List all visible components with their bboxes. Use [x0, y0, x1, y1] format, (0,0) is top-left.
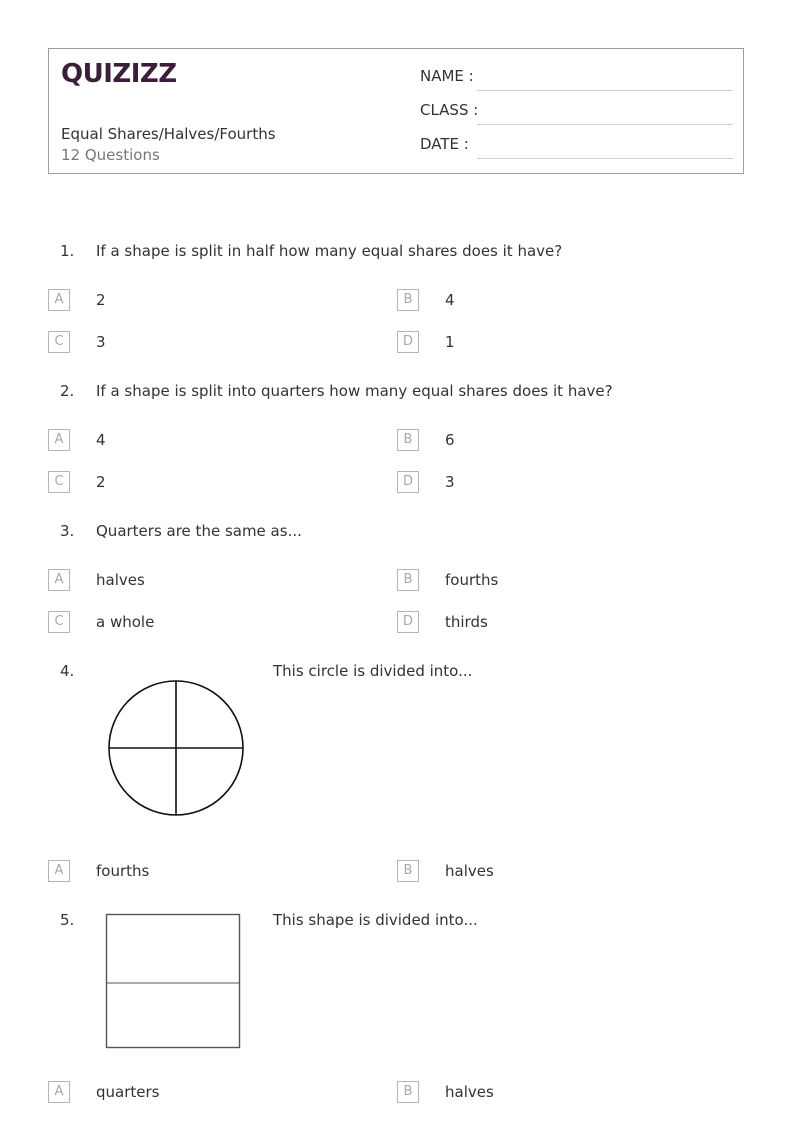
option-letter-box[interactable]: D — [397, 331, 419, 353]
option-letter-box[interactable]: C — [48, 611, 70, 633]
option-text: 2 — [96, 291, 106, 309]
worksheet-title: Equal Shares/Halves/Fourths — [61, 125, 276, 143]
rectangle-halves-figure — [104, 912, 244, 1050]
option-letter-box[interactable]: D — [397, 471, 419, 493]
class-field[interactable] — [420, 101, 733, 125]
option-letter-box[interactable]: D — [397, 611, 419, 633]
question-number: 2. — [60, 382, 75, 400]
option-letter-box[interactable]: A — [48, 1081, 70, 1103]
question-text: This shape is divided into... — [273, 911, 478, 929]
quizizz-logo: QUIZIZZ — [61, 59, 177, 89]
option-letter-box[interactable]: C — [48, 471, 70, 493]
class-label: CLASS : — [420, 101, 479, 119]
option-letter-box[interactable]: A — [48, 860, 70, 882]
class-line[interactable] — [477, 124, 733, 125]
option-letter-box[interactable]: B — [397, 569, 419, 591]
date-label: DATE : — [420, 135, 469, 153]
rectangle-outline — [107, 915, 240, 1048]
circle-fourths-figure — [100, 672, 252, 824]
question-number: 1. — [60, 242, 75, 260]
option-letter-box[interactable]: B — [397, 429, 419, 451]
option-text: 3 — [445, 473, 455, 491]
option-text: 3 — [96, 333, 106, 351]
question-text: If a shape is split into quarters how many equal shares does it have? — [96, 382, 613, 400]
name-field[interactable] — [420, 67, 733, 91]
option-text: thirds — [445, 613, 488, 631]
question-number: 5. — [60, 911, 75, 929]
date-line[interactable] — [477, 158, 733, 159]
worksheet-header — [48, 48, 744, 174]
option-letter-box[interactable]: A — [48, 289, 70, 311]
option-text: fourths — [445, 571, 499, 589]
question-number: 4. — [60, 662, 75, 680]
option-text: 6 — [445, 431, 455, 449]
option-text: halves — [96, 571, 145, 589]
option-text: 4 — [445, 291, 455, 309]
date-field[interactable] — [420, 135, 733, 159]
option-text: halves — [445, 1083, 494, 1101]
question-number: 3. — [60, 522, 75, 540]
question-text: This circle is divided into... — [273, 662, 473, 680]
option-text: a whole — [96, 613, 155, 631]
question-text: Quarters are the same as... — [96, 522, 302, 540]
option-letter-box[interactable]: C — [48, 331, 70, 353]
option-text: 1 — [445, 333, 455, 351]
name-line[interactable] — [477, 90, 733, 91]
option-text: halves — [445, 862, 494, 880]
option-text: 2 — [96, 473, 106, 491]
option-letter-box[interactable]: A — [48, 429, 70, 451]
name-label: NAME : — [420, 67, 474, 85]
option-letter-box[interactable]: B — [397, 860, 419, 882]
option-letter-box[interactable]: A — [48, 569, 70, 591]
option-text: quarters — [96, 1083, 160, 1101]
option-text: fourths — [96, 862, 150, 880]
question-text: If a shape is split in half how many equal shares does it have? — [96, 242, 563, 260]
option-letter-box[interactable]: B — [397, 289, 419, 311]
option-letter-box[interactable]: B — [397, 1081, 419, 1103]
option-text: 4 — [96, 431, 106, 449]
question-count: 12 Questions — [61, 146, 160, 164]
